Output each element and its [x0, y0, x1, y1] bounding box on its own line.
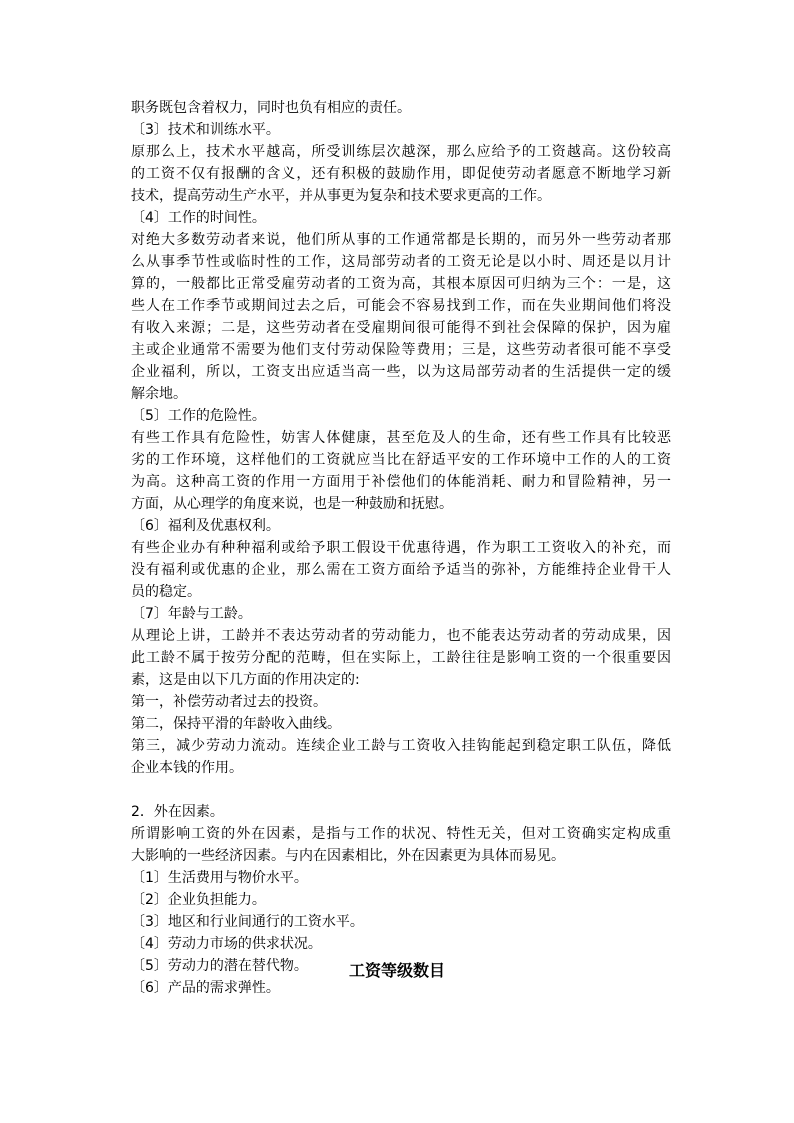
section-title: 工资等级数目 — [348, 961, 445, 980]
section-heading: 2．外在因素。 — [131, 804, 224, 820]
document-body — [131, 97, 671, 999]
text-line: 些人在工作季节或期间过去之后，可能会不容易找到工作，而在失业期间他们将没 — [131, 298, 671, 314]
text-line: 此工龄不属于按劳分配的范畴，但在实际上，工龄往往是影响工资的一个很重要因 — [131, 650, 671, 666]
list-item: 〔3〕地区和行业间通行的工资水平。 — [131, 914, 364, 930]
text-line: 有收入来源；二是，这些劳动者在受雇期间很可能得不到社会保障的保护，因为雇 — [131, 320, 671, 336]
text-line: 第一，补偿劳动者过去的投资。 — [131, 694, 327, 710]
text-line: 技术，提高劳动生产水平，并从事更为复杂和技术要求更高的工作。 — [131, 188, 551, 204]
text-line: 素，这是由以下几方面的作用决定的: — [131, 672, 360, 688]
list-item: 〔2〕企业负担能力。 — [131, 892, 266, 908]
text-line: 第二，保持平滑的年龄收入曲线。 — [131, 716, 341, 732]
list-item: 〔1〕生活费用与物价水平。 — [131, 870, 308, 886]
text-line: 么从事季节性或临时性的工作，这局部劳动者的工资无论是以小时、周还是以月计 — [131, 254, 671, 270]
text-line: 方面，从心理学的角度来说，也是一种鼓励和抚慰。 — [131, 496, 453, 512]
text-line: 主或企业通常不需要为他们支付劳动保险等费用；三是，这些劳动者很可能不享受 — [131, 342, 671, 358]
text-line: 企业福利，所以，工资支出应适当高一些，以为这局部劳动者的生活提供一定的缓 — [131, 364, 671, 380]
text-line: 原那么上，技术水平越高，所受训练层次越深，那么应给予的工资越高。这份较高 — [131, 144, 671, 160]
blank-line — [131, 779, 671, 801]
text-line: 有些企业办有种种福利或给予职工假设干优惠待遇，作为职工工资收入的补充，而 — [131, 540, 671, 556]
list-item: 〔6〕产品的需求弹性。 — [131, 980, 280, 996]
text-line: 员的稳定。 — [131, 584, 201, 600]
text-line: 有些工作具有危险性，妨害人体健康，甚至危及人的生命，还有些工作具有比较恶 — [131, 430, 671, 446]
text-line: 第三，减少劳动力流动。连续企业工龄与工资收入挂钩能起到稳定职工队伍，降低 — [131, 738, 671, 754]
text-line: 所谓影响工资的外在因素，是指与工作的状况、特性无关，但对工资确实定构成重 — [131, 826, 671, 842]
text-line: 的工资不仅有报酬的含义，还有积极的鼓励作用，即促使劳动者愿意不断地学习新 — [131, 166, 671, 182]
text-line: 劣的工作环境，这样他们的工资就应当比在舒适平安的工作环境中工作的人的工资 — [131, 452, 671, 468]
list-item: 〔4〕劳动力市场的供求状况。 — [131, 936, 322, 952]
list-item-heading: 〔6〕福利及优惠权利。 — [131, 518, 280, 534]
text-line: 解余地。 — [131, 386, 187, 402]
list-item-heading: 〔5〕工作的危险性。 — [131, 408, 266, 424]
text-line: 从理论上讲，工龄并不表达劳动者的劳动能力，也不能表达劳动者的劳动成果，因 — [131, 628, 671, 644]
list-item: 〔5〕劳动力的潜在替代物。 — [131, 958, 308, 974]
text-line: 企业本钱的作用。 — [131, 760, 243, 776]
text-line: 没有福利或优惠的企业，那么需在工资方面给予适当的弥补，方能维持企业骨干人 — [131, 562, 671, 578]
text-line: 大影响的一些经济因素。与内在因素相比，外在因素更为具体而易见。 — [131, 848, 565, 864]
text-line: 算的，一般都比正常受雇劳动者的工资为高，其根本原因可归纳为三个：一是，这 — [131, 276, 671, 292]
text-line: 为高。这种高工资的作用一方面用于补偿他们的体能消耗、耐力和冒险精神，另一 — [131, 474, 671, 490]
list-item-heading: 〔4〕工作的时间性。 — [131, 210, 266, 226]
list-item-heading: 〔7〕年龄与工龄。 — [131, 606, 252, 622]
text-line: 对绝大多数劳动者来说，他们所从事的工作通常都是长期的，而另外一些劳动者那 — [131, 232, 671, 248]
list-item-heading: 〔3〕技术和训练水平。 — [131, 122, 280, 138]
text-line: 职务既包含着权力，同时也负有相应的责任。 — [131, 100, 411, 116]
